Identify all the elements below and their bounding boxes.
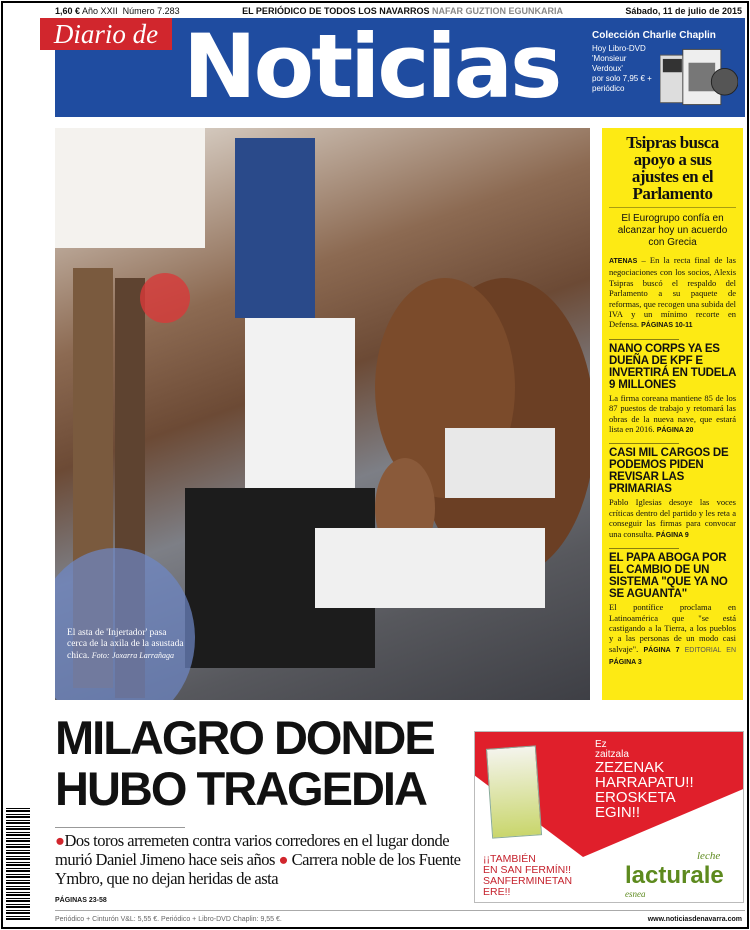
lead-story[interactable]	[609, 134, 736, 332]
issue-number: Número 7.283	[122, 6, 180, 16]
lead-subtitle: El Eurogrupo confía en alcanzar hoy un acuerdo con Grecia	[609, 207, 736, 255]
promo-line: Hoy Libro-DVD	[592, 44, 646, 53]
logo-noticias[interactable]: Noticias	[183, 15, 560, 118]
year: Año XXII	[82, 6, 118, 16]
bullet-icon: ●	[55, 831, 65, 850]
main-lede: ●Dos toros arremeten contra varios corredores en el lugar donde murió Daniel Jimeno hace seis años ● Carrera noble de los Fuente Ymbro, que no dejan heridas de asta	[55, 831, 461, 888]
lacturale-logo: lacturale	[625, 862, 724, 889]
divider	[55, 827, 185, 828]
main-headline[interactable]: MILAGRO DONDE HUBO TRAGEDIA	[55, 711, 434, 815]
tagline: EL PERIÓDICO DE TODOS LOS NAVARROS	[242, 6, 430, 16]
ad-slogan: Ez zaitzala ZEZENAK HARRAPATU!! EROSKETA EGIN!!	[595, 739, 694, 821]
main-pages-ref[interactable]: PÁGINAS 23-58	[55, 897, 107, 904]
date: Sábado, 11 de julio de 2015	[625, 6, 742, 16]
promo-line: periódico	[592, 84, 625, 93]
main-photo-running-of-bulls[interactable]	[55, 128, 590, 700]
lacturale-advert[interactable]	[474, 731, 744, 903]
footer-prices: Periódico + Cinturón V&L: 5,55 €. Periódico + Libro-DVD Chaplin: 9,55 €.	[55, 916, 282, 923]
price: 1,60 €	[55, 6, 81, 16]
divider	[609, 443, 679, 444]
promo-title: Colección Charlie Chaplin	[592, 30, 716, 41]
story-papa[interactable]	[609, 552, 736, 668]
milk-carton-image	[486, 745, 542, 838]
barcode	[6, 808, 30, 920]
news-sidebar	[602, 128, 743, 700]
ad-leche: leche	[697, 850, 721, 862]
divider	[609, 548, 679, 549]
story-nano-corps[interactable]	[609, 343, 736, 437]
tagline-basque: NAFAR GUZTION EGUNKARIA	[431, 6, 563, 16]
story-podemos[interactable]	[609, 447, 736, 541]
lead-body: ATENAS – En la recta final de las negociaciones con los socios, Alexis Tsipras buscó el respaldo del Parlamento a su paquete de reformas, que recogen una subida del IVA y un mínimo recorte en Defensa. PÁGINAS 10-11	[609, 255, 736, 330]
ad-esnea: esnea	[625, 889, 646, 899]
story-title: NANO CORPS YA ES DUEÑA DE KPF E INVERTIRÁ EN TUDELA 9 MILLONES	[609, 342, 736, 391]
divider	[609, 339, 679, 340]
divider	[55, 910, 745, 911]
logo-diario-de[interactable]: Diario de	[40, 18, 172, 50]
dvd-book-image	[660, 48, 738, 106]
story-body: Pablo Iglesias desoye las voces críticas dentro del partido y les reta a conseguir las firmas para convocar una consulta. PÁGINA 9	[609, 497, 736, 539]
bullet-icon: ●	[278, 850, 288, 869]
promo-line: por solo 7,95 € +	[592, 74, 652, 83]
photo-scene	[55, 128, 590, 700]
story-title: CASI MIL CARGOS DE PODEMOS PIDEN REVISAR LAS PRIMARIAS	[609, 447, 729, 496]
promo-line: Verdoux'	[592, 64, 623, 73]
chaplin-promo[interactable]	[592, 30, 716, 94]
lead-title: Tsipras busca apoyo a sus ajustes en el Parlamento	[626, 133, 719, 203]
website-link[interactable]: www.noticiasdenavarra.com	[647, 916, 742, 923]
ad-san-fermin-text: ¡¡TAMBIÉN EN SAN FERMÍN!! SANFERMINETAN ERE!!	[483, 853, 573, 898]
story-title: EL PAPA ABOGA POR EL CAMBIO DE UN SISTEMA "QUE YA NO SE AGUANTA"	[609, 552, 728, 601]
photo-caption: El asta de 'Injertador' pasa cerca de la axila de la asustada chica. Foto: Joxarra Larrañaga	[67, 628, 184, 661]
story-body: El pontífice proclama en Latinoamérica que "se está castigando a la Tierra, a los pueblos y a las personas de un modo casi salvaje". PÁGINA 7 EDITORIAL EN PÁGINA 3	[609, 602, 736, 667]
story-body: La firma coreana mantiene 85 de los 87 puestos de trabajo y retomará las obras de la nueva nave, que estará lista en 2016. PÁGINA 20	[609, 392, 736, 435]
promo-line: 'Monsieur	[592, 54, 627, 63]
